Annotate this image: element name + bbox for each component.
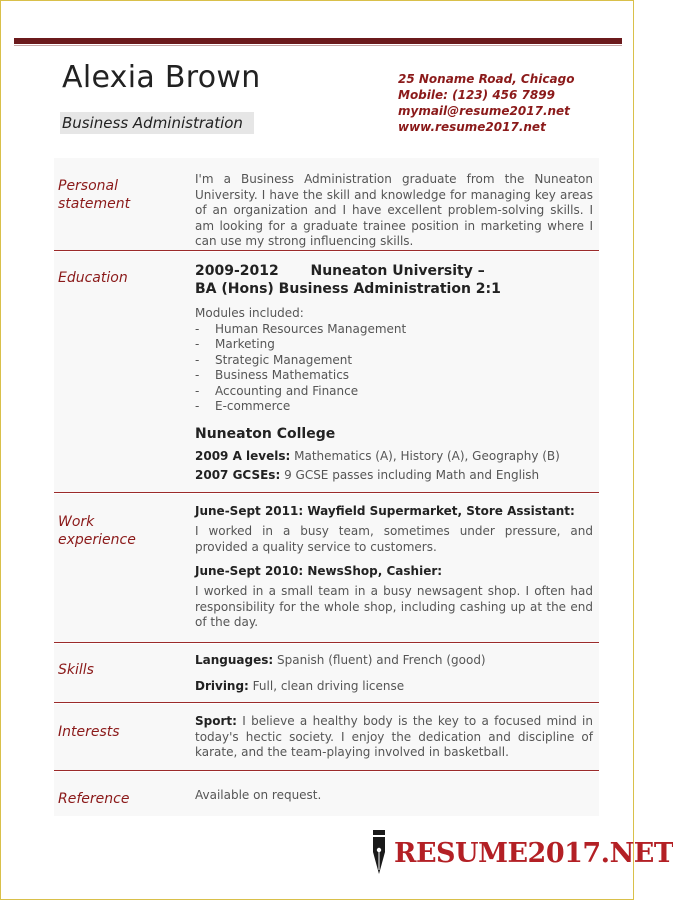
address: 25 Noname Road, Chicago	[398, 72, 575, 86]
email-link[interactable]: mymail@resume2017.net	[398, 104, 570, 118]
reference-text: Available on request.	[195, 788, 322, 802]
candidate-name: Alexia Brown	[62, 60, 261, 95]
section-label-skills: Skills	[58, 662, 94, 678]
job2-text: I worked in a small team in a busy newsagent shop. I often had responsibility for the whole shop, including cashing up at the end of the day.	[195, 584, 593, 629]
section-personal-statement	[54, 158, 599, 251]
section-label-education: Education	[58, 270, 128, 286]
personal-statement-text: I'm a Business Administration graduate from the Nuneaton University. I have the skill and knowledge for managing key areas of an organization and I have excellent problem-solving skills. I am looking for a graduate trainee position in marketing where I can use my strong influencing skills.	[195, 172, 593, 248]
skills-content	[195, 652, 593, 695]
module-item	[195, 384, 593, 400]
mobile: Mobile: (123) 456 7899	[398, 88, 555, 102]
contact-block	[398, 71, 574, 135]
module-name: E-commerce	[215, 399, 291, 413]
website-link[interactable]: www.resume2017.net	[398, 120, 546, 134]
module-name: Marketing	[215, 337, 275, 351]
section-reference	[54, 772, 599, 816]
languages-line	[195, 652, 593, 669]
work-content	[195, 503, 593, 631]
driving-line	[195, 678, 593, 695]
list-dash: -	[195, 399, 200, 413]
section-skills	[54, 644, 599, 703]
list-dash: -	[195, 352, 200, 367]
header-bar-underline	[14, 45, 622, 46]
languages-label: Languages:	[195, 653, 274, 667]
list-dash: -	[195, 383, 200, 398]
job1-text: I worked in a busy team, sometimes under pressure, and provided a quality service to customers.	[195, 524, 593, 554]
university-heading	[195, 262, 593, 280]
gcse-line	[195, 466, 593, 485]
candidate-title: Business Administration	[60, 112, 254, 134]
education-content	[195, 262, 593, 485]
module-name: Accounting and Finance	[215, 383, 359, 398]
alevels-line	[195, 447, 593, 466]
sport-label: Sport:	[195, 714, 237, 728]
driving-text: Full, clean driving license	[248, 679, 405, 693]
fountain-pen-nib-icon	[370, 830, 388, 876]
list-dash: -	[195, 321, 200, 336]
driving-label: Driving:	[195, 679, 249, 693]
modules-list	[195, 322, 593, 415]
module-name: Strategic Management	[215, 352, 353, 367]
job2-title: June-Sept 2010: NewsShop, Cashier:	[195, 564, 443, 578]
section-work-experience	[54, 494, 599, 643]
module-name: Human Resources Management	[215, 321, 407, 336]
module-item	[195, 322, 593, 338]
alevels-text: Mathematics (A), History (A), Geography (B)	[290, 448, 560, 463]
logo-text: RESUME2017.NET	[394, 837, 673, 869]
list-dash: -	[195, 337, 200, 351]
university-name: Nuneaton University –	[310, 263, 485, 279]
module-item	[195, 337, 593, 353]
list-dash: -	[195, 368, 200, 382]
languages-text: Spanish (fluent) and French (good)	[273, 653, 486, 667]
module-item	[195, 353, 593, 369]
degree: BA (Hons) Business Administration 2:1	[195, 281, 501, 297]
section-interests	[54, 704, 599, 771]
section-label-personal: Personal statement	[58, 178, 131, 212]
section-label-interests: Interests	[58, 724, 120, 740]
section-label-reference: Reference	[58, 791, 130, 807]
gcse-text: 9 GCSE passes including Math and English	[280, 467, 540, 482]
section-education	[54, 252, 599, 493]
alevels-label: 2009 A levels:	[195, 448, 291, 463]
sport-text: I believe a healthy body is the key to a focused mind in today's hectic society. I enjoy the dedication and discipline of karate, and the team-playing involved in basketball.	[195, 714, 593, 759]
college-name: Nuneaton College	[195, 425, 336, 442]
header-bar	[14, 38, 622, 44]
module-item	[195, 399, 593, 415]
modules-intro: Modules included:	[195, 306, 304, 320]
module-item	[195, 368, 593, 384]
site-logo[interactable]	[370, 828, 673, 878]
interests-text	[195, 714, 593, 761]
module-name: Business Mathematics	[215, 368, 350, 382]
job1-title: June-Sept 2011: Wayfield Supermarket, Store Assistant:	[195, 504, 575, 518]
gcse-label: 2007 GCSEs:	[195, 467, 281, 482]
section-label-work: Work experience	[58, 514, 136, 548]
education-years: 2009-2012	[195, 263, 279, 279]
